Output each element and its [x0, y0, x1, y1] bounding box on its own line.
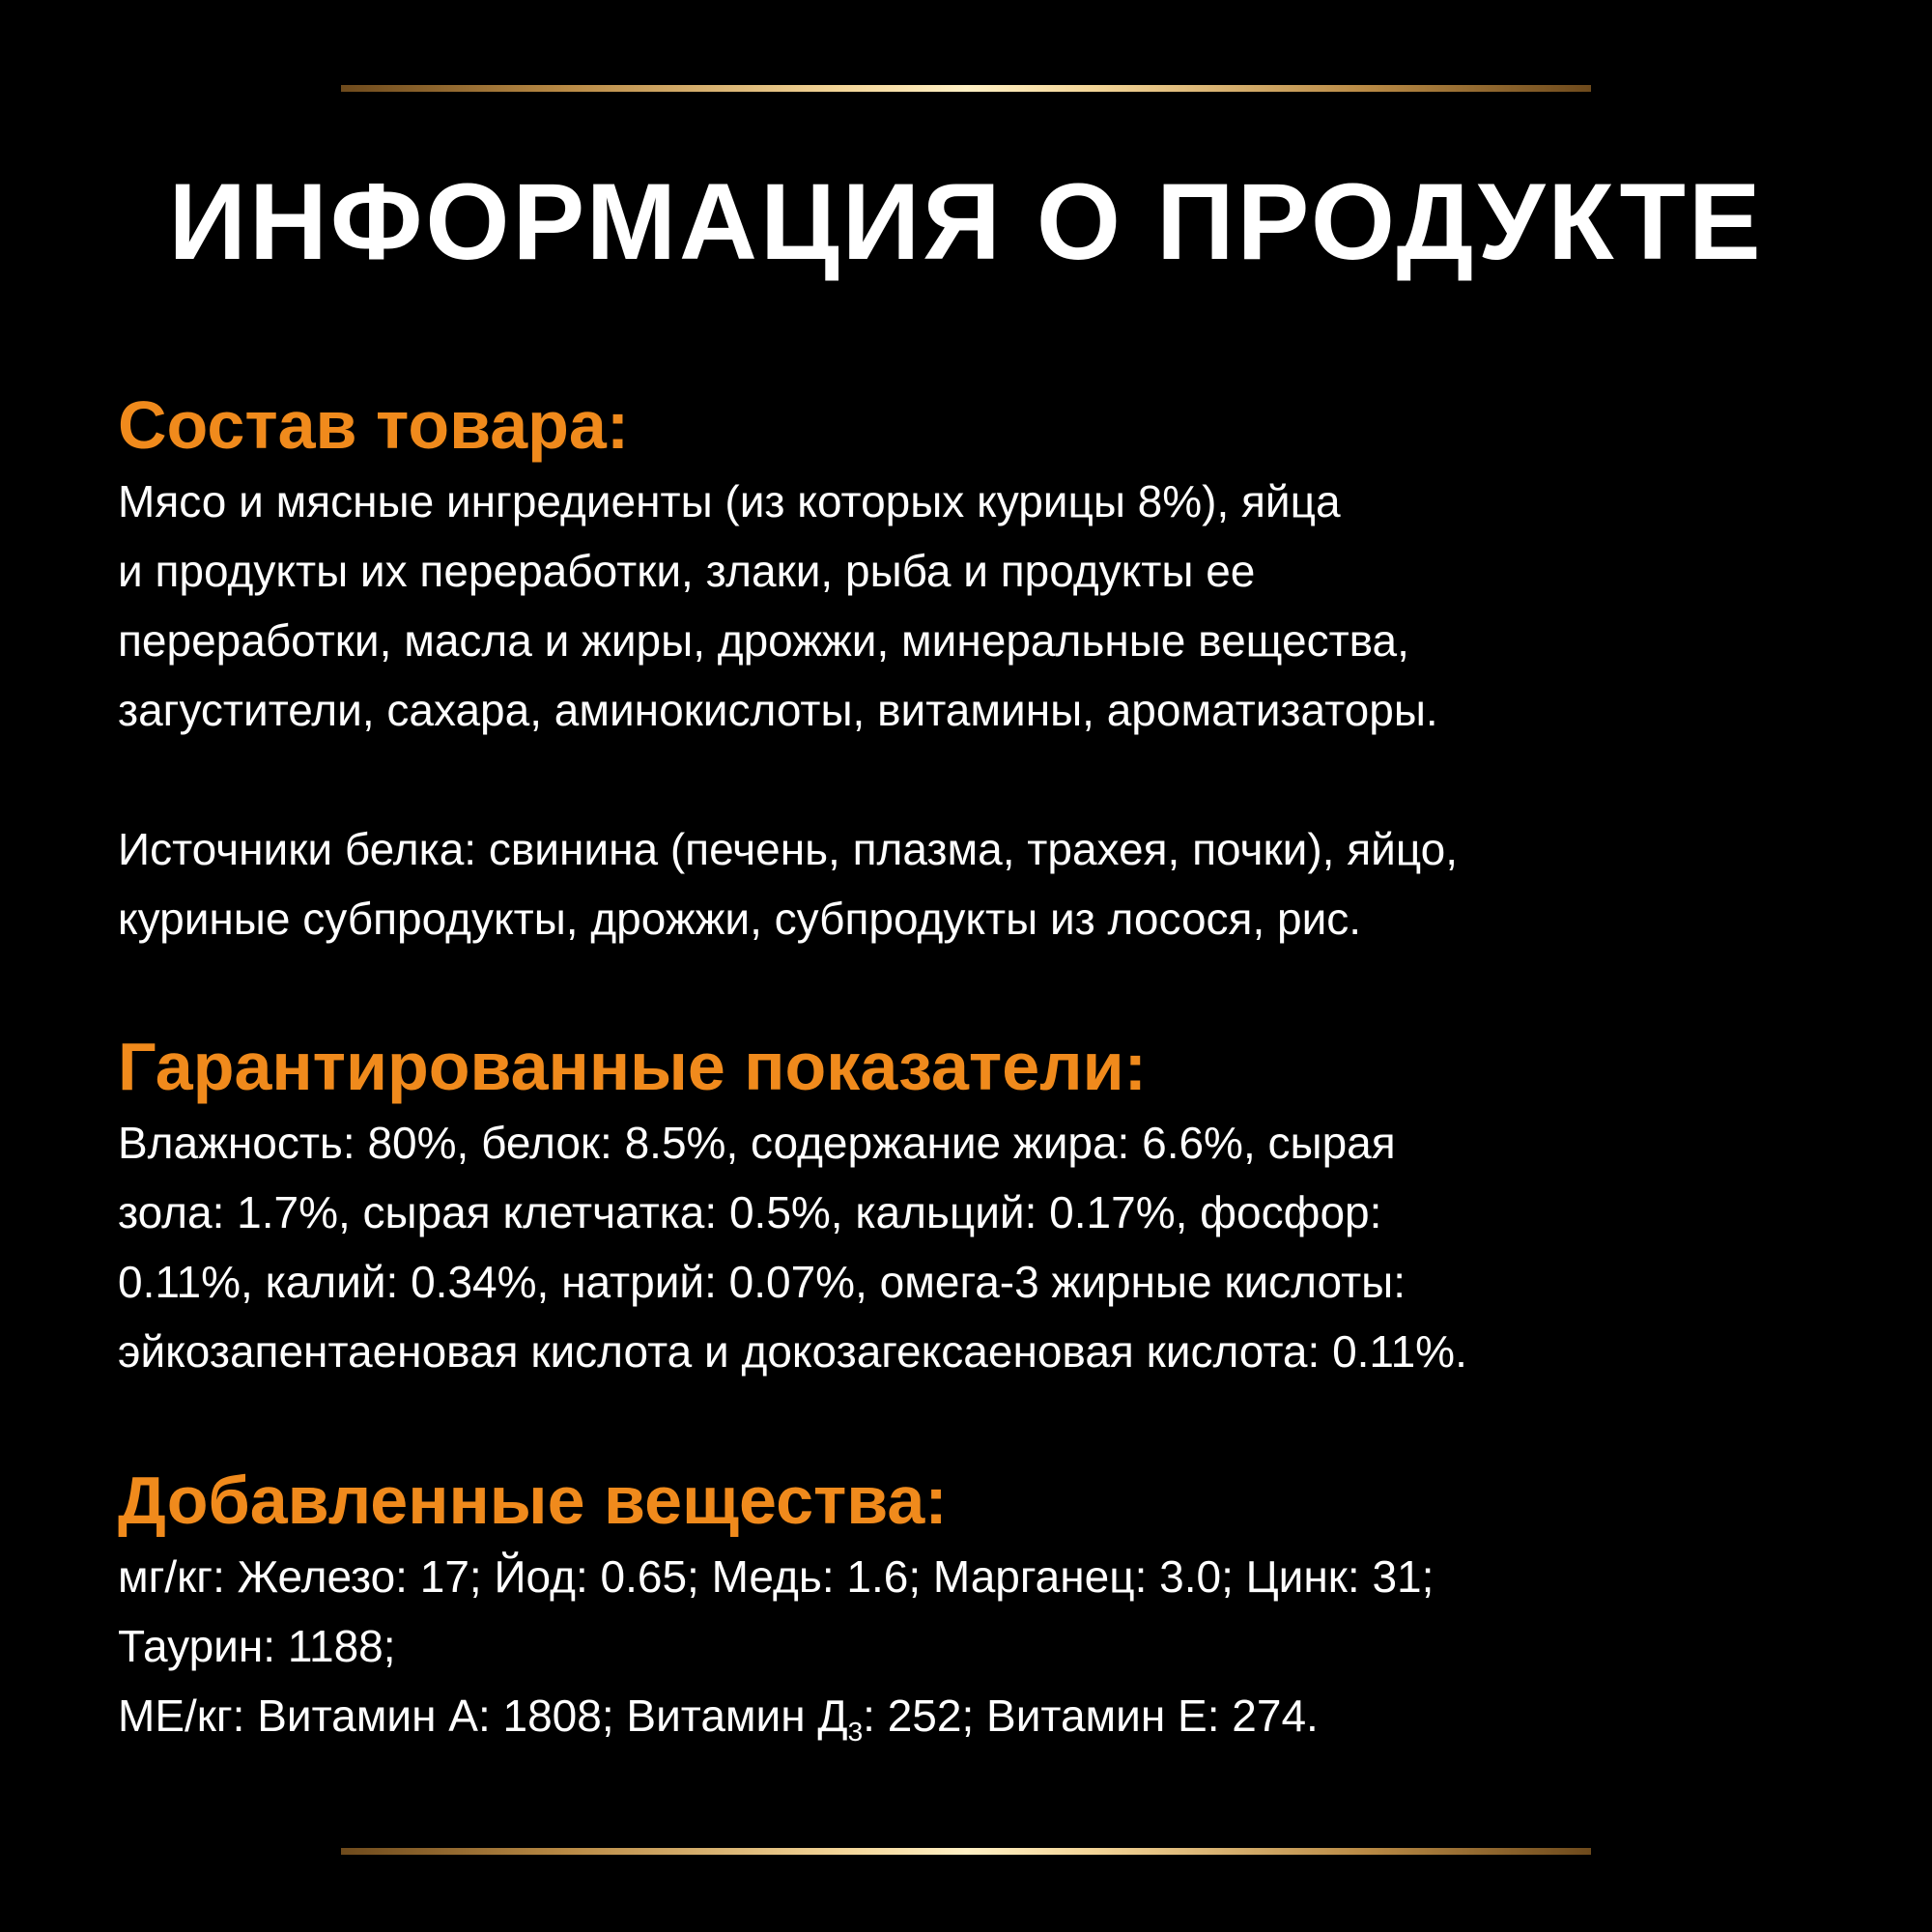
additives-heading: Добавленные вещества: — [118, 1463, 948, 1538]
additives-line: Таурин: 1188; — [118, 1620, 396, 1671]
composition-line: и продукты их переработки, злаки, рыба и продукты ее — [118, 545, 1256, 596]
vitamins-line — [118, 1681, 1857, 1767]
protein-sources-line: куриные субпродукты, дрожжи, субпродукты из лосося, рис. — [118, 893, 1362, 944]
composition-line: Мясо и мясные ингредиенты (из которых курицы 8%), яйца — [118, 475, 1341, 526]
vitamin-d-subscript: 3 — [847, 1716, 864, 1747]
additives-line: мг/кг: Железо: 17; Йод: 0.65; Медь: 1.6; Марганец: 3.0; Цинк: 31; — [118, 1550, 1435, 1602]
vitamins-suffix: : 252; Витамин Е: 274. — [863, 1690, 1319, 1741]
vitamins-prefix: МЕ/кг: Витамин А: 1808; Витамин Д — [118, 1690, 848, 1741]
guaranteed-line: эйкозапентаеновая кислота и докозагексаеновая кислота: 0.11%. — [118, 1325, 1467, 1377]
paragraph-gap — [118, 745, 1857, 814]
page-title: ИНФОРМАЦИЯ О ПРОДУКТЕ — [168, 161, 1764, 282]
guaranteed-line: 0.11%, калий: 0.34%, натрий: 0.07%, омега-3 жирные кислоты: — [118, 1256, 1406, 1307]
protein-sources-line: Источники белка: свинина (печень, плазма, трахея, почки), яйцо, — [118, 823, 1459, 874]
guaranteed-line: Влажность: 80%, белок: 8.5%, содержание жира: 6.6%, сырая — [118, 1117, 1396, 1168]
additives-section — [118, 1462, 1857, 1767]
guaranteed-section — [118, 1028, 1857, 1386]
composition-line: загустители, сахара, аминокислоты, витамины, ароматизаторы. — [118, 684, 1438, 735]
bottom-gold-divider — [341, 1848, 1591, 1855]
guaranteed-line: зола: 1.7%, сырая клетчатка: 0.5%, кальций: 0.17%, фосфор: — [118, 1186, 1382, 1237]
composition-line: переработки, масла и жиры, дрожжи, минеральные вещества, — [118, 614, 1409, 666]
top-gold-divider — [341, 85, 1591, 92]
composition-section — [118, 386, 1857, 953]
guaranteed-heading: Гарантированные показатели: — [118, 1029, 1147, 1104]
composition-heading: Состав товара: — [118, 387, 630, 463]
